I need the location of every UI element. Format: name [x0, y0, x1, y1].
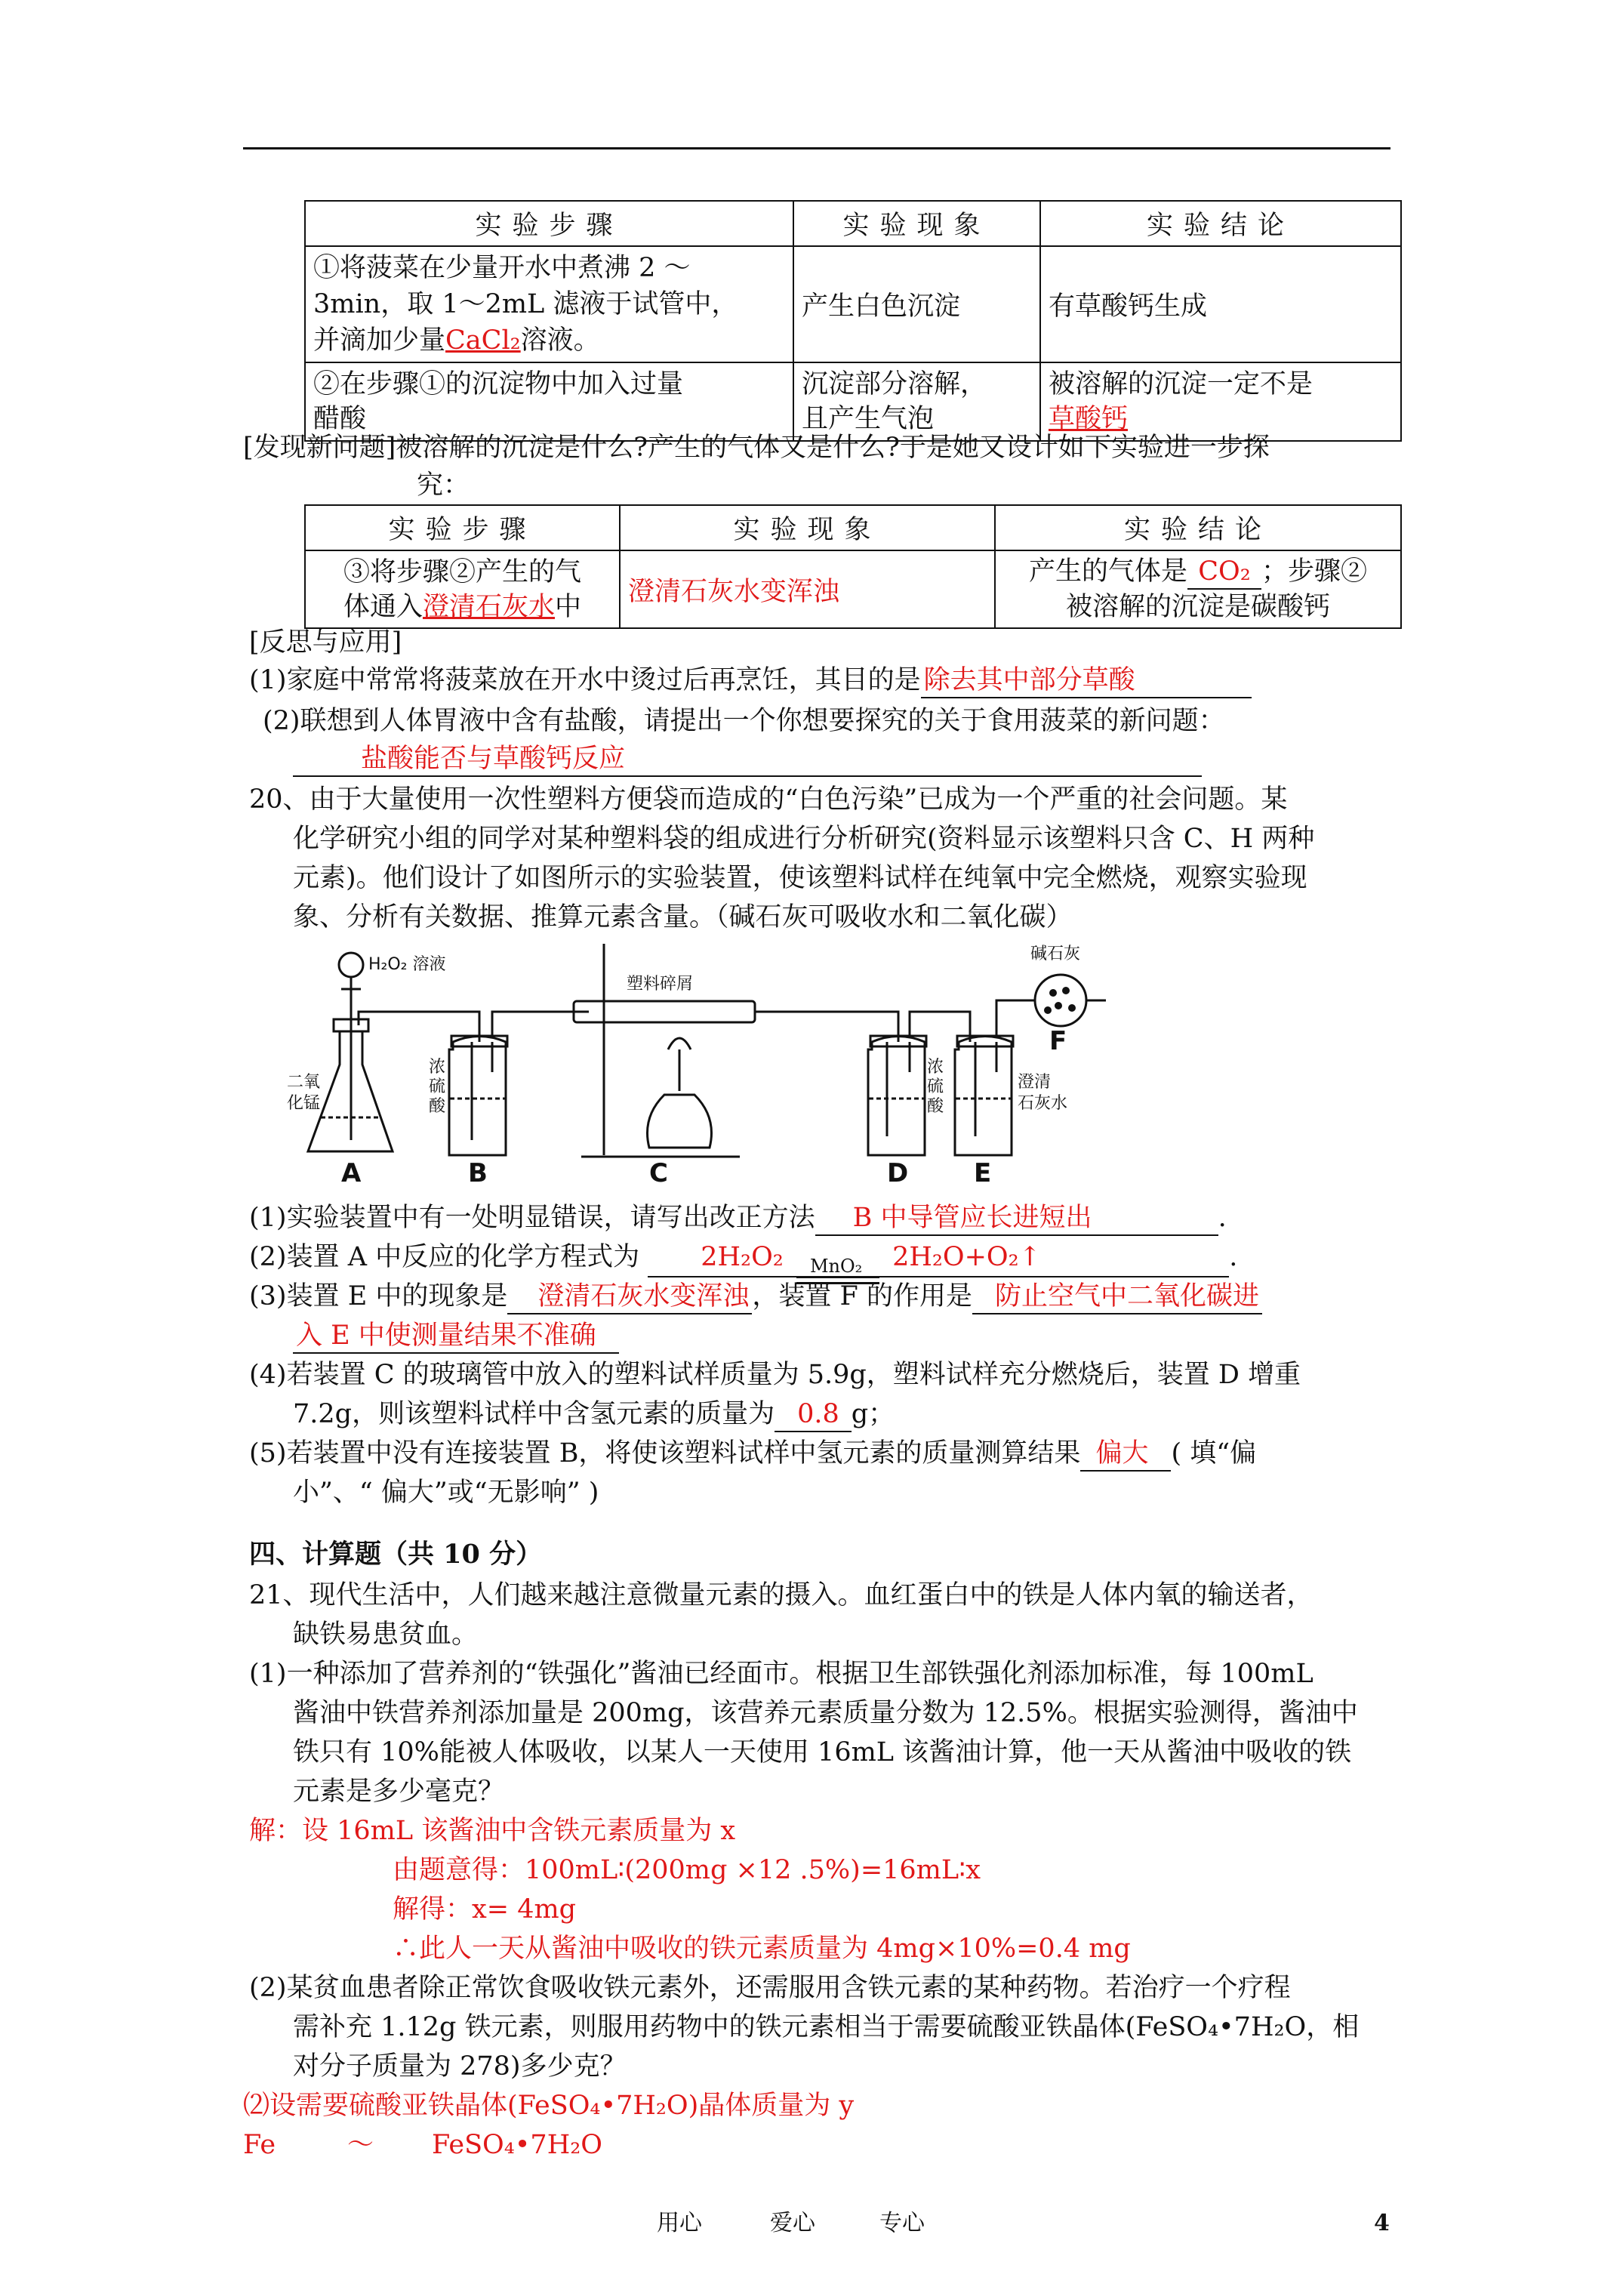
table1-row2-phenomenon-line: 且产生气泡	[802, 404, 935, 434]
q21-part2-line: (2)某贫血患者除正常饮食吸收铁元素外，还需服用含铁元素的某种药物。若治疗一个疗程	[249, 1973, 1291, 2003]
q21-part1-line: 铁只有 10%能被人体吸收，以某人一天使用 16mL 该酱油计算，他一天从酱油中吸收的铁	[293, 1737, 1352, 1767]
q20-intro-line: 象、分析有关数据、推算元素含量。（碱石灰可吸收水和二氧化碳）	[293, 902, 1073, 932]
label-c: C	[649, 1158, 668, 1185]
answer-limewater: 澄清石灰水	[422, 591, 555, 622]
q20-part3: (3)装置 E 中的现象是 澄清石灰水变浑浊 ，装置 F 的作用是 防止空气中二氧化碳进	[249, 1277, 1262, 1315]
label-acid-d-1: 浓	[927, 1058, 944, 1077]
answer-turbid: 澄清石灰水变浑浊	[628, 576, 840, 607]
table1-header-conclusion: 实验结论	[1040, 201, 1401, 246]
answer-larger: 偏大	[1080, 1437, 1171, 1472]
answer-co2: CO₂	[1187, 555, 1261, 590]
table1-row1-step	[305, 246, 793, 362]
q20-part4-line2: 7.2g，则该塑料试样中含氢元素的质量为 0.8 g；	[293, 1395, 895, 1433]
experiment-table-1	[304, 200, 1402, 442]
new-problem-line1: [发现新问题]被溶解的沉淀是什么?产生的气体又是什么?于是她又设计如下实验进一步探	[243, 433, 1270, 463]
q20-part1: (1)实验装置中有一处明显错误，请写出改正方法 B 中导管应长进短出 .	[249, 1199, 1227, 1237]
q21-part1-line: 元素是多少毫克？	[293, 1777, 505, 1807]
label-acid-b-3: 酸	[429, 1097, 446, 1116]
solution1-line: ∴此人一天从酱油中吸收的铁元素质量为 4mg×10%=0.4 mg	[393, 1934, 1131, 1964]
q20-part5: (5)若装置中没有连接装置 B，将使该塑料试样中氢元素的质量测算结果 偏大 ( 填“偏	[249, 1435, 1256, 1472]
answer-e-phenomenon: 澄清石灰水变浑浊	[507, 1280, 752, 1314]
label-a: A	[341, 1158, 362, 1185]
table1-row1-conclusion: 有草酸钙生成	[1040, 246, 1401, 362]
footer-item: 用心	[657, 2210, 702, 2236]
q21-part1-line: 酱油中铁营养剂添加量是 200mg，该营养元素质量分数为 12.5%。根据实验测得，酱油中	[293, 1698, 1358, 1728]
table2-step	[305, 550, 620, 628]
label-soda-lime: 碱石灰	[1030, 945, 1081, 963]
label-acid-d-3: 酸	[927, 1097, 944, 1116]
table1-row2-phenomenon-line: 沉淀部分溶解，	[802, 369, 987, 399]
label-e: E	[974, 1158, 992, 1185]
footer-item: 专心	[879, 2210, 925, 2236]
combustion-tube	[574, 1001, 755, 1022]
table1-row1-phenomenon: 产生白色沉淀	[793, 246, 1040, 362]
table2-conclusion	[995, 550, 1401, 628]
alcohol-lamp	[648, 1095, 712, 1148]
label-acid-b-2: 硫	[429, 1077, 446, 1096]
drying-tube-f	[1035, 975, 1086, 1026]
q21-part2-line: 对分子质量为 278)多少克？	[293, 2051, 627, 2082]
q21-line: 21、现代生活中，人们越来越注意微量元素的摄入。血红蛋白中的铁是人体内氧的输送者，	[249, 1580, 1313, 1610]
table2-conclusion-line: 产生的气体是 CO₂ ；步骤②	[1003, 554, 1393, 590]
table2-phenomenon	[620, 550, 995, 628]
label-h2o2: H₂O₂ 溶液	[368, 955, 446, 974]
reflection-heading: [反思与应用]	[249, 627, 402, 658]
equation-reactant: 2H₂O₂	[701, 1242, 784, 1272]
answer-f-role-2: 入 E 中使测量结果不准确	[293, 1319, 619, 1354]
label-acid-d-2: 硫	[927, 1077, 944, 1096]
solution2-feso4: FeSO₄•7H₂O	[432, 2130, 602, 2160]
table2-step-line: 体通入澄清石灰水中	[343, 591, 582, 622]
bottle-b	[449, 1037, 506, 1156]
table1-row1-step-line: ①将菠菜在少量开水中煮沸 2 ～	[313, 253, 691, 283]
q20-intro-line: 元素)。他们设计了如图所示的实验装置，使该塑料试样在纯氧中完全燃烧，观察实验现	[293, 863, 1307, 893]
bottle-e	[955, 1037, 1012, 1156]
reflection-q2: (2)联想到人体胃液中含有盐酸，请提出一个你想要探究的关于食用菠菜的新问题：	[263, 706, 1225, 736]
solution1-line: 解：设 16mL 该酱油中含铁元素质量为 x	[249, 1816, 736, 1846]
solution2-fe: Fe	[243, 2130, 276, 2160]
experiment-table-2	[304, 504, 1402, 629]
table1-row2-step-line: ②在步骤①的沉淀物中加入过量	[313, 369, 684, 399]
q21-line: 缺铁易患贫血。	[293, 1620, 479, 1650]
label-acid-b-1: 浓	[429, 1058, 446, 1077]
section4-heading: 四、计算题（共 10 分）	[249, 1539, 543, 1570]
q20-part5-line2: 小”、“ 偏大”或“无影响” )	[293, 1478, 599, 1508]
table1-header-step: 实验步骤	[305, 201, 793, 246]
label-f: F	[1049, 1026, 1067, 1056]
equation-catalyst: MnO₂	[809, 1256, 863, 1277]
solution1-line: 由题意得：100mL∶(200mg ×12 .5%)=16mL∶x	[393, 1855, 981, 1885]
bottle-d	[868, 1037, 925, 1156]
reflection-q1: (1)家庭中常常将菠菜放在开水中烫过后再烹饪，其目的是 除去其中部分草酸	[249, 661, 1252, 699]
answer-b-tube: B 中导管应长进短出	[815, 1201, 1218, 1236]
label-limewater-2: 石灰水	[1018, 1094, 1068, 1113]
table1-row2-conclusion-line: 被溶解的沉淀一定不是	[1049, 369, 1313, 399]
table1-row1-step-line: 3min，取 1～2mL 滤液于试管中，	[313, 289, 738, 319]
answer-hydrogen-mass: 0.8	[775, 1398, 852, 1432]
table1-row2-step-line: 醋酸	[313, 404, 367, 434]
solution1-line: 解得：x= 4mg	[393, 1894, 577, 1925]
page-number: 4	[1374, 2210, 1390, 2236]
answer-calcium-oxalate: 草酸钙	[1049, 404, 1129, 434]
answer-remove-oxalic: 除去其中部分草酸	[921, 664, 1252, 698]
table2-header-phenomenon: 实验现象	[620, 505, 995, 550]
footer-item: 爱心	[770, 2210, 815, 2236]
reflection-a2	[293, 740, 1202, 778]
label-mno2-2: 化锰	[287, 1094, 321, 1113]
new-problem-line2: 究：	[417, 470, 470, 501]
table2-step-line: ③将步骤②产生的气	[343, 556, 581, 587]
table1-header-phenomenon: 实验现象	[793, 201, 1040, 246]
q20-intro-line: 20、由于大量使用一次性塑料方便袋而造成的“白色污染”已成为一个严重的社会问题。某	[249, 784, 1288, 815]
q20-intro-line: 化学研究小组的同学对某种塑料袋的组成进行分析研究(资料显示该塑料只含 C、H 两种	[293, 824, 1315, 854]
label-d: D	[887, 1158, 909, 1185]
table1-row1-step-line: 并滴加少量CaCl₂溶液。	[313, 325, 600, 356]
answer-f-role-1: 防止空气中二氧化碳进	[972, 1280, 1262, 1314]
q20-part4-line1: (4)若装置 C 的玻璃管中放入的塑料试样质量为 5.9g，塑料试样充分燃烧后，装置 D 增重	[249, 1360, 1301, 1390]
equation-product: 2H₂O+O₂↑	[892, 1242, 1041, 1272]
solution2-line: ⑵设需要硫酸亚铁晶体(FeSO₄•7H₂O)晶体质量为 y	[243, 2091, 855, 2121]
header-rule	[243, 147, 1390, 149]
answer-cacl2: CaCl₂	[445, 325, 521, 356]
answer-new-question: 盐酸能否与草酸钙反应	[293, 742, 1202, 777]
table2-conclusion-line: 被溶解的沉淀是碳酸钙	[1065, 592, 1330, 622]
label-limewater-1: 澄清	[1018, 1073, 1052, 1092]
q20-part2: (2)装置 A 中反应的化学方程式为 2H₂O₂ MnO₂ 2H₂O+O₂↑ .	[249, 1238, 1237, 1277]
label-mno2-1: 二氧	[287, 1073, 321, 1092]
table2-header-conclusion: 实验结论	[995, 505, 1401, 550]
label-b: B	[468, 1158, 488, 1185]
label-plastic: 塑料碎屑	[627, 975, 694, 994]
equation	[648, 1238, 1229, 1277]
q20-part3-cont	[293, 1317, 619, 1354]
q21-part1-line: (1)一种添加了营养剂的“铁强化”酱油已经面市。根据卫生部铁强化剂添加标准，每 100mL	[249, 1659, 1313, 1689]
q21-part2-line: 需补充 1.12g 铁元素，则服用药物中的铁元素相当于需要硫酸亚铁晶体(FeSO₄•7H₂O，相	[293, 2012, 1360, 2042]
funnel-bulb	[339, 953, 363, 977]
solution2-tilde: ～	[347, 2130, 374, 2160]
table2-header-step: 实验步骤	[305, 505, 620, 550]
apparatus-diagram	[287, 936, 1110, 1185]
